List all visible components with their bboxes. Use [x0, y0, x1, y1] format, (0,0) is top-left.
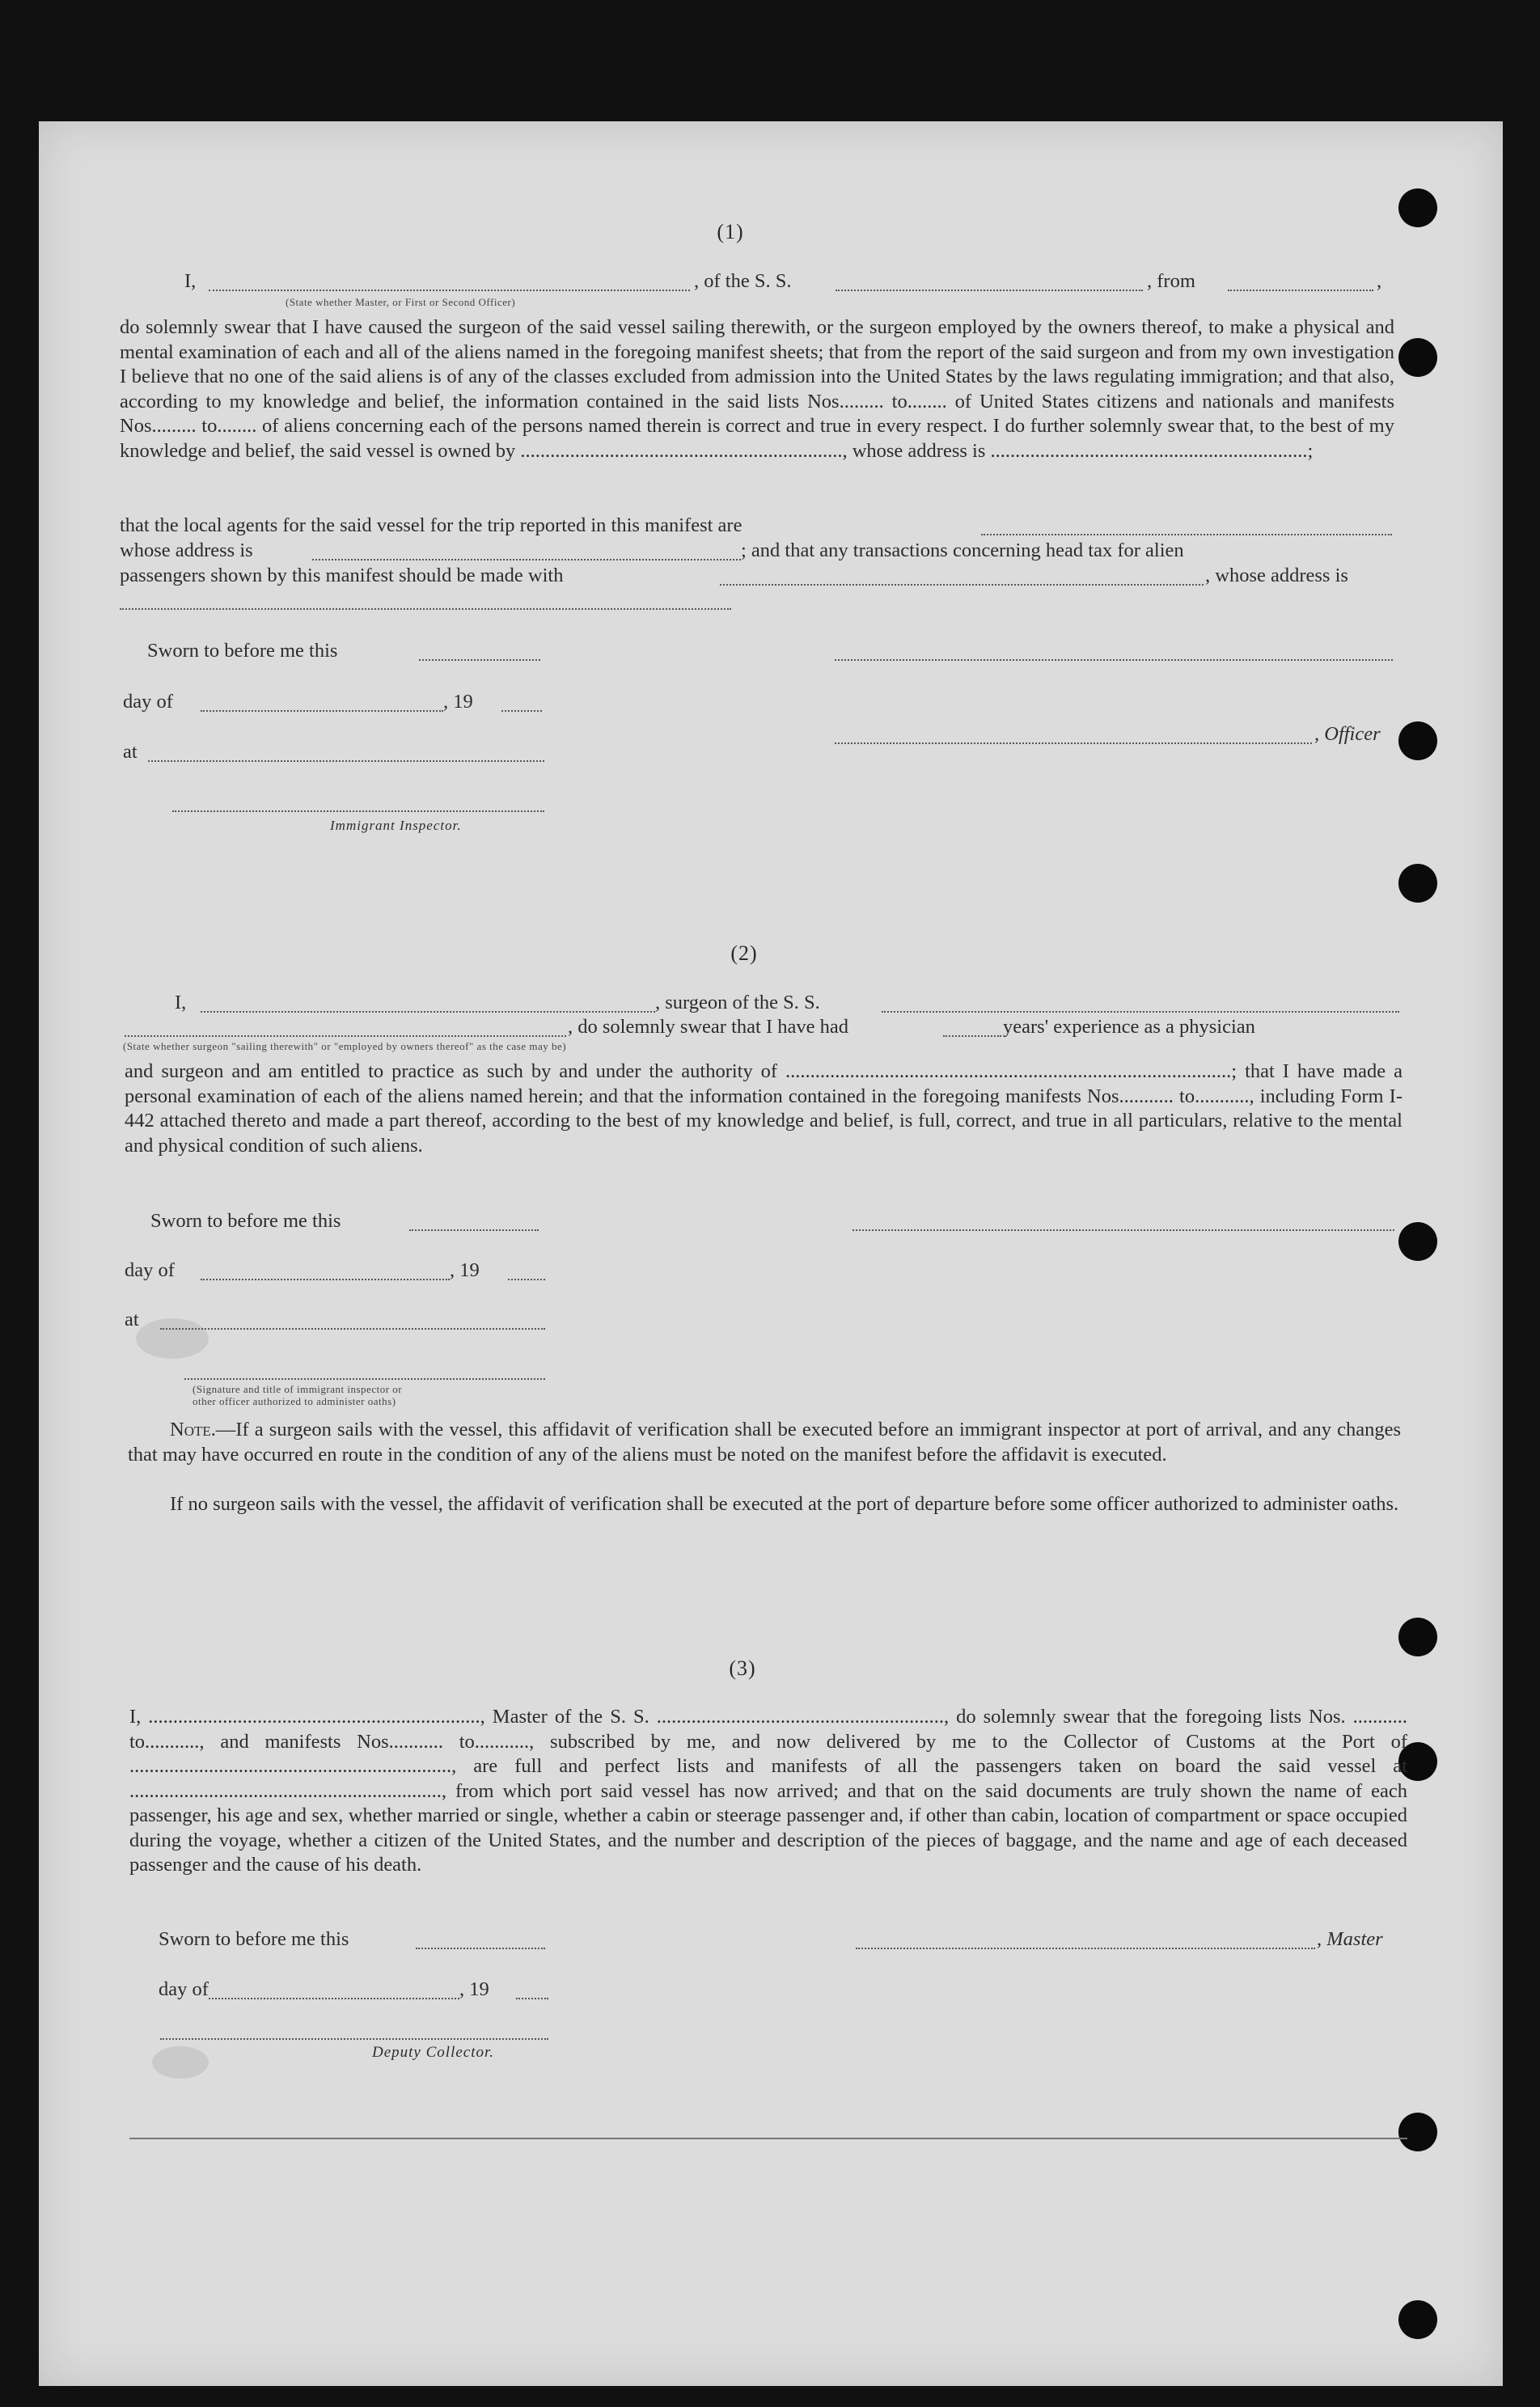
blank-line[interactable]: [416, 1948, 545, 1949]
section-number: (1): [717, 220, 744, 243]
blank-line[interactable]: [516, 1998, 548, 1999]
field-caption: (Signature and title of immigrant inspector or: [192, 1383, 403, 1395]
note-text: If no surgeon sails with the vessel, the affidavit of verification shall be executed at the port of departure before some officer authorized to administer oaths.: [170, 1493, 1399, 1515]
form-text: , 19: [443, 691, 473, 713]
blank-line[interactable]: [201, 1011, 655, 1013]
punch-hole: [1398, 338, 1437, 377]
signature-line[interactable]: [835, 659, 1393, 661]
punch-hole: [1398, 721, 1437, 760]
field-caption: (State whether Master, or First or Second Officer): [286, 296, 516, 308]
note-paragraph: [128, 1418, 1401, 1467]
blank-line[interactable]: [720, 584, 1204, 586]
note-label: Note.: [170, 1419, 216, 1440]
blank-line[interactable]: [508, 1279, 545, 1280]
form-text: years' experience as a physician: [1003, 1016, 1255, 1038]
blank-line[interactable]: [981, 534, 1392, 535]
smudge: [136, 1318, 209, 1359]
punch-hole: [1398, 2113, 1437, 2151]
signature-line[interactable]: [172, 810, 544, 812]
bottom-rule: [129, 2138, 1407, 2139]
form-text: passengers shown by this manifest should be made with: [120, 565, 564, 586]
blank-line[interactable]: [501, 710, 542, 712]
blank-line[interactable]: [160, 1328, 545, 1330]
blank-line[interactable]: [312, 559, 741, 561]
form-text: , 19: [450, 1259, 480, 1281]
collector-label: Deputy Collector.: [372, 2044, 495, 2061]
form-text: I,: [184, 270, 197, 292]
punch-hole: [1398, 2300, 1437, 2339]
form-text: , 19: [459, 1978, 489, 2000]
blank-line[interactable]: [882, 1011, 1399, 1013]
signature-line[interactable]: [852, 1229, 1394, 1231]
form-text: at: [125, 1309, 139, 1330]
blank-line[interactable]: [201, 1279, 450, 1280]
form-text: Sworn to before me this: [150, 1210, 341, 1232]
form-text: day of: [123, 691, 173, 713]
blank-line[interactable]: [943, 1035, 1001, 1037]
blank-line[interactable]: [836, 290, 1143, 291]
form-text: at: [123, 741, 138, 763]
blank-line[interactable]: [201, 710, 443, 712]
master-label: , Master: [1317, 1928, 1383, 1950]
section-number: (2): [730, 941, 758, 965]
form-text: I,: [175, 992, 187, 1013]
form-text: , surgeon of the S. S.: [655, 992, 820, 1013]
form-text: Sworn to before me this: [147, 640, 338, 662]
form-text: , of the S. S.: [694, 270, 792, 292]
master-paragraph: I, ..................................................................., Master of the S. S. .........................................................., do solemnly swear that the foregoing lists Nos. ........... to..........., and manifests Nos........... to..........., subscribed by me, and now delivered by me to the Collector of Customs at the Port of ................................................................., are full and perfect lists and manifests of all the passengers taken on board the said vessel at ..............................................................., from which port said vessel has now arrived; and that on the said documents are truly shown the name of each passenger, his age and sex, whether married or single, whether a cabin or steerage passenger and, if other than cabin, location of compartment or space occupied during the voyage, whether a citizen of the United States, and the number and description of the pieces of baggage, and the name and age of each deceased passenger and the cause of his death.: [129, 1706, 1407, 1876]
form-text: , whose address is: [1205, 565, 1348, 586]
form-text: ,: [1377, 270, 1382, 292]
form-text: whose address is: [120, 539, 253, 561]
blank-line[interactable]: [148, 760, 544, 762]
punch-hole: [1398, 188, 1437, 227]
form-text: that the local agents for the said vessel for the trip reported in this manifest are: [120, 514, 742, 536]
blank-line[interactable]: [120, 608, 731, 610]
blank-line[interactable]: [409, 1229, 539, 1231]
note-text: —If a surgeon sails with the vessel, this affidavit of verification shall be executed before an immigrant inspector at port of arrival, and any changes that may have occurred en route in the condition of any of the aliens must be noted on the manifest before the affidavit is executed.: [128, 1419, 1401, 1466]
field-caption: (State whether surgeon "sailing therewith" or "employed by owners thereof" as the case may be): [123, 1040, 567, 1052]
punch-hole: [1398, 1618, 1437, 1656]
smudge: [152, 2046, 209, 2079]
punch-hole: [1398, 1222, 1437, 1261]
blank-line[interactable]: [419, 659, 540, 661]
form-text: ; and that any transactions concerning head tax for alien: [741, 539, 1184, 561]
blank-line[interactable]: [1228, 290, 1373, 291]
signature-line[interactable]: [184, 1378, 545, 1380]
form-text: day of: [125, 1259, 175, 1281]
form-text: Sworn to before me this: [159, 1928, 349, 1950]
officer-label: , Officer: [1314, 723, 1381, 745]
oath-paragraph: do solemnly swear that I have caused the surgeon of the said vessel sailing therewith, or the surgeon employed by the owners thereof, to make a physical and mental examination of each and all of the aliens named in the foregoing manifest sheets; that from the report of the said surgeon and from my own investigation I believe that no one of the said aliens is of any of the classes excluded from admission into the United States by the laws regulating immigration; and that also, according to my knowledge and belief, the information contained in the said lists Nos......... to........ of United States citizens and nationals and manifests Nos......... to........ of aliens concerning each of the persons named therein is correct and true in every respect. I do further solemnly swear that, to the best of my knowledge and belief, the said vessel is owned by ................................................................., whose address is ................................................................;: [120, 316, 1394, 462]
section-number: (3): [729, 1656, 756, 1680]
signature-line[interactable]: [160, 2038, 548, 2040]
signature-line[interactable]: [835, 742, 1312, 744]
form-text: , do solemnly swear that I have had: [568, 1016, 848, 1038]
blank-line[interactable]: [125, 1035, 566, 1037]
form-text: day of: [159, 1978, 209, 2000]
form-text: , from: [1147, 270, 1195, 292]
punch-hole: [1398, 864, 1437, 903]
signature-line[interactable]: [856, 1948, 1315, 1949]
inspector-label: Immigrant Inspector.: [330, 818, 462, 833]
manifest-page: [39, 121, 1503, 2386]
field-caption: other officer authorized to administer oaths): [192, 1395, 396, 1407]
surgeon-paragraph: and surgeon and am entitled to practice as such by and under the authority of ..........................................................................................; that I have made a personal examination of each of the aliens named herein; and that the information contained in the foregoing manifests Nos........... to..........., including Form I-442 attached thereto and made a part thereof, according to the best of my knowledge and belief, is full, correct, and true in all particulars, relative to the mental and physical condition of such aliens.: [125, 1060, 1402, 1157]
blank-line[interactable]: [209, 1998, 459, 1999]
note-paragraph-2: [128, 1492, 1401, 1517]
blank-line[interactable]: [209, 290, 690, 291]
